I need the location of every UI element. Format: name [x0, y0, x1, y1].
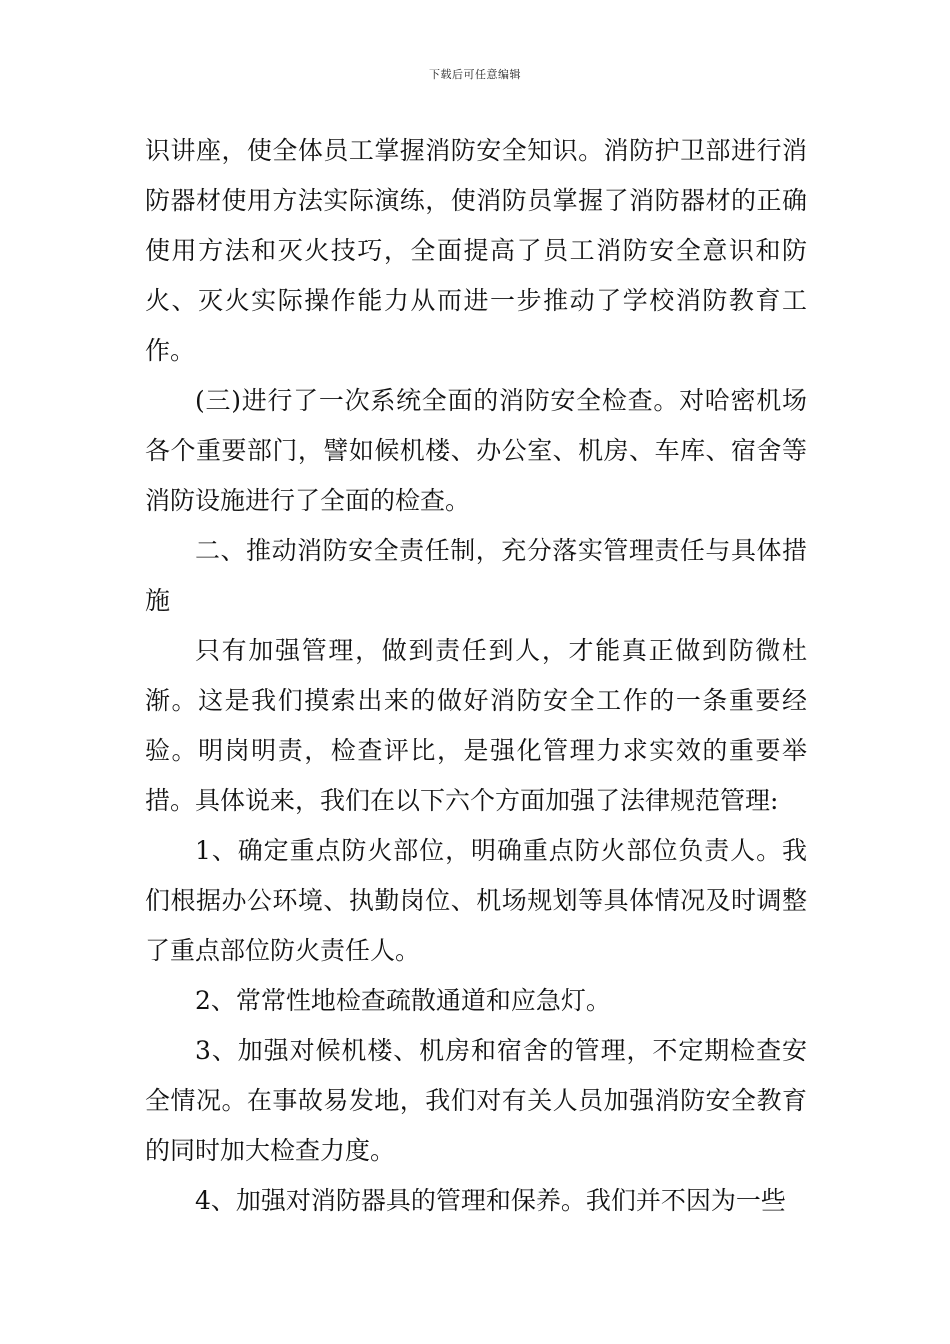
list-item: 1、确定重点防火部位，明确重点防火部位负责人。我们根据办公环境、执勤岗位、机场规划等具体情况及时调整了重点部位防火责任人。: [145, 836, 807, 965]
paragraph: 只有加强管理，做到责任到人，才能真正做到防微杜渐。这是我们摸索出来的做好消防安全工作的一条重要经验。明岗明责，检查评比，是强化管理力求实效的重要举措。具体说来，我们在以下六个方面加强了法律规范管理:: [145, 636, 807, 815]
header-note: 下载后可任意编辑: [429, 68, 521, 81]
list-item: 3、加强对候机楼、机房和宿舍的管理，不定期检查安全情况。在事故易发地，我们对有关人员加强消防安全教育的同时加大检查力度。: [145, 1036, 807, 1165]
paragraph: (三)进行了一次系统全面的消防安全检查。对哈密机场各个重要部门，譬如候机楼、办公室、机房、车库、宿舍等消防设施进行了全面的检查。: [145, 386, 807, 515]
section-heading: 二、推动消防安全责任制，充分落实管理责任与具体措施: [145, 536, 807, 615]
paragraph: 识讲座，使全体员工掌握消防安全知识。消防护卫部进行消防器材使用方法实际演练，使消防员掌握了消防器材的正确使用方法和灭火技巧，全面提高了员工消防安全意识和防火、灭火实际操作能力从而进一步推动了学校消防教育工作。: [145, 136, 807, 365]
list-item: 4、加强对消防器具的管理和保养。我们并不因为一些: [195, 1186, 786, 1215]
document-body: [145, 126, 807, 1226]
list-item: 2、常常性地检查疏散通道和应急灯。: [195, 986, 611, 1015]
